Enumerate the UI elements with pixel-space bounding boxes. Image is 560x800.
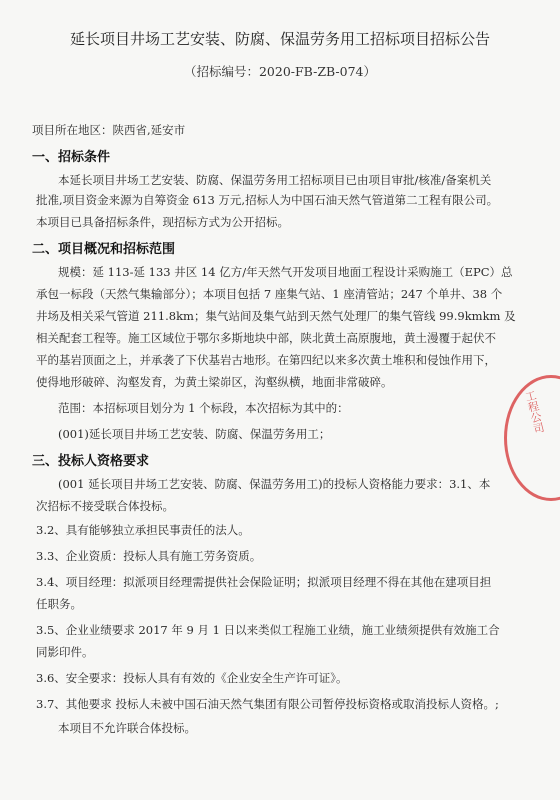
- paragraph-line: 井场及相关采气管道 211.8km；集气站间及集气站到天然气处理厂的集气管线 99.9kmkm 及: [36, 309, 516, 323]
- paragraph-line: 批准,项目资金来源为自筹资金 613 万元,招标人为中国石油天然气管道第二工程有限公司。: [36, 193, 499, 207]
- paragraph-line: (001)延长项目井场工艺安装、防腐、保温劳务用工；: [58, 427, 331, 441]
- tender-number: （招标编号：2020-FB-ZB-074）: [183, 64, 377, 79]
- section-heading-qualifications: 三、投标人资格要求: [32, 454, 150, 469]
- paragraph-line: 平的基岩顶面之上，并承袭了下伏基岩古地形。在第四纪以来多次黄土堆积和侵蚀作用下，: [36, 353, 496, 367]
- paragraph-line: 任职务。: [36, 597, 82, 611]
- paragraph-line: 3.3、企业资质：投标人具有施工劳务资质。: [36, 549, 262, 563]
- paragraph-line: 本延长项目井场工艺安装、防腐、保温劳务用工招标项目已由项目审批/核准/备案机关: [58, 173, 492, 187]
- paragraph-line: 本项目已具备招标条件，现招标方式为公开招标。: [36, 215, 289, 229]
- paragraph-line: 3.2、具有能够独立承担民事责任的法人。: [36, 523, 250, 537]
- paragraph-line: 次招标不接受联合体投标。: [36, 499, 174, 513]
- paragraph-line: 承包一标段（天然气集输部分）；本项目包括 7 座集气站、1 座清管站；247 个单井、38 个: [36, 287, 503, 301]
- paragraph-line: 本项目不允许联合体投标。: [58, 721, 196, 735]
- section-heading-overview: 二、项目概况和招标范围: [32, 242, 176, 257]
- paragraph-line: 相关配套工程等。施工区域位于鄂尔多斯地块中部，陕北黄土高原腹地，黄土漫覆于起伏不: [36, 331, 496, 345]
- document-title: 延长项目井场工艺安装、防腐、保温劳务用工招标项目招标公告: [69, 30, 490, 48]
- section-heading-conditions: 一、招标条件: [32, 150, 111, 165]
- paragraph-line: 使得地形破碎、沟壑发育，为黄土梁峁区，沟壑纵横，地面非常破碎。: [36, 375, 393, 389]
- paragraph-line: 同影印件。: [36, 645, 94, 659]
- paragraph-line: 规模：延 113-延 133 井区 14 亿方/年天然气开发项目地面工程设计采购施工（EPC）总: [58, 265, 513, 279]
- paragraph-line: 3.4、项目经理：拟派项目经理需提供社会保险证明；拟派项目经理不得在其他在建项目担: [36, 575, 492, 589]
- paragraph-line: 范围：本招标项目划分为 1 个标段，本次招标为其中的：: [58, 401, 349, 415]
- seal-text: 工程公司: [522, 389, 546, 435]
- paragraph-line: 3.7、其他要求 投标人未被中国石油天然气集团有限公司暂停投标资格或取消投标人资格。;: [36, 697, 499, 711]
- paragraph-line: 3.5、企业业绩要求 2017 年 9 月 1 日以来类似工程施工业绩，施工业绩须提供有效施工合: [36, 623, 500, 637]
- project-location: 项目所在地区：陕西省,延安市: [32, 123, 186, 137]
- paragraph-line: (001 延长项目井场工艺安装、防腐、保温劳务用工)的投标人资格能力要求：3.1、本: [58, 477, 491, 491]
- paragraph-line: 3.6、安全要求：投标人具有有效的《企业安全生产许可证》。: [36, 671, 348, 685]
